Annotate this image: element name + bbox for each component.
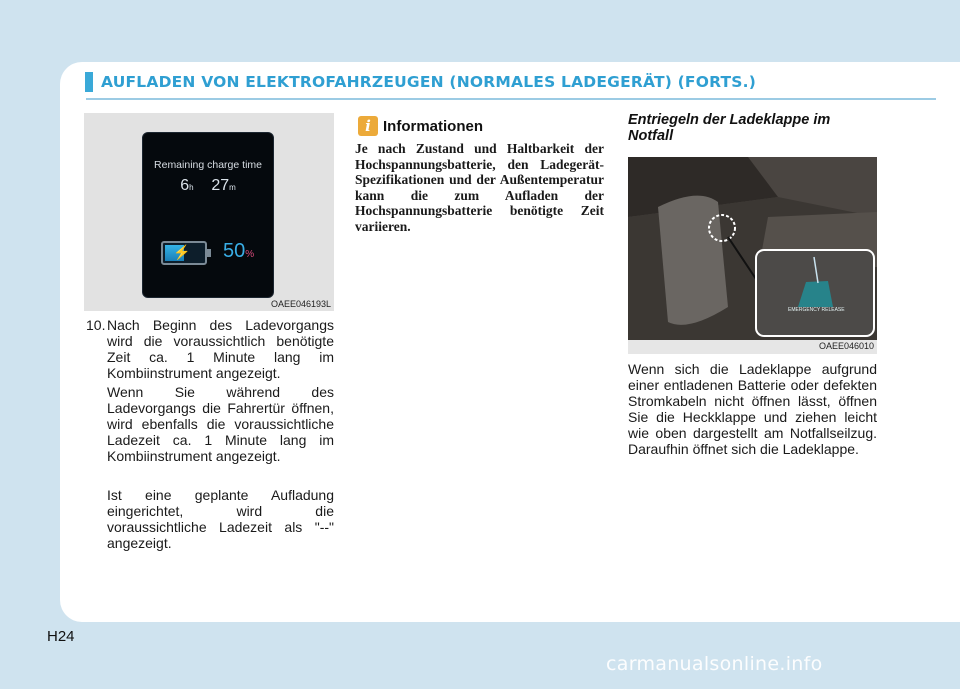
section-header — [85, 72, 937, 92]
percent-value: 50 — [223, 240, 246, 262]
header-divider — [86, 98, 936, 100]
minutes-unit: m — [229, 183, 236, 192]
remaining-time-readout — [143, 177, 273, 195]
header-accent-bar — [85, 72, 93, 92]
hours-unit: h — [189, 183, 194, 192]
battery-cap — [207, 249, 211, 257]
emergency-release-title: Entriegeln der Ladeklappe im Notfall — [628, 112, 831, 144]
percent-unit: % — [245, 249, 255, 260]
info-icon: i — [358, 116, 378, 136]
step-number: 10. — [86, 317, 106, 333]
cluster-display — [142, 132, 274, 298]
paragraph-door-open: Wenn Sie während des Ladevorgangs die Fahrertür öffnen, wird ebenfalls die voraussichtliche Ladezeit ca. 1 Minute lang im Kombiinstrument angezeigt. — [107, 384, 334, 464]
figure-code-2: OAEE046010 — [818, 341, 874, 351]
figure-code-1: OAEE046193L — [270, 299, 331, 309]
emergency-release-text: Wenn sich die Ladeklappe aufgrund einer entladenen Batterie oder defekten Stromkabeln nicht öffnen lässt, öffnen Sie die Heckklappe und ziehen leicht wie oben dargestellt am Notfallseilzug. Daraufhin öffnet sich die Ladeklappe. — [628, 361, 877, 457]
charge-percent — [223, 240, 254, 263]
battery-icon — [161, 241, 207, 265]
info-title: Informationen — [383, 117, 483, 135]
hours-value: 6 — [180, 177, 190, 194]
release-tag-label: EMERGENCY RELEASE — [788, 307, 845, 313]
cluster-figure — [84, 113, 334, 311]
page-number: H24 — [47, 628, 75, 645]
paragraph-scheduled-charging: Ist eine geplante Aufladung eingerichtet, wird die voraussichtliche Ladezeit als "--" angezeigt. — [107, 487, 334, 551]
step-text: Nach Beginn des Ladevorgangs wird die voraussichtlich benötigte Zeit ca. 1 Minute lang im Kombiinstrument angezeigt. — [107, 317, 334, 381]
figure-code-bar-2 — [628, 340, 877, 354]
info-text: Je nach Zustand und Haltbarkeit der Hochspannungsbatterie, den Ladegerät-Spezifikationen und der Außentemperatur kann die zum Aufladen der Hochspannungsbatterie benötigte Zeit variieren. — [355, 141, 604, 234]
page-title: AUFLADEN VON ELEKTROFAHRZEUGEN (NORMALES LADEGERÄT) (FORTS.) — [101, 73, 757, 91]
charging-bolt-icon: ⚡ — [173, 244, 191, 260]
minutes-value: 27 — [211, 177, 230, 194]
trunk-figure — [628, 157, 877, 340]
remaining-charge-label: Remaining charge time — [154, 159, 262, 171]
watermark: carmanualsonline.info — [606, 653, 823, 675]
info-heading — [358, 116, 483, 136]
step-10 — [86, 317, 334, 381]
